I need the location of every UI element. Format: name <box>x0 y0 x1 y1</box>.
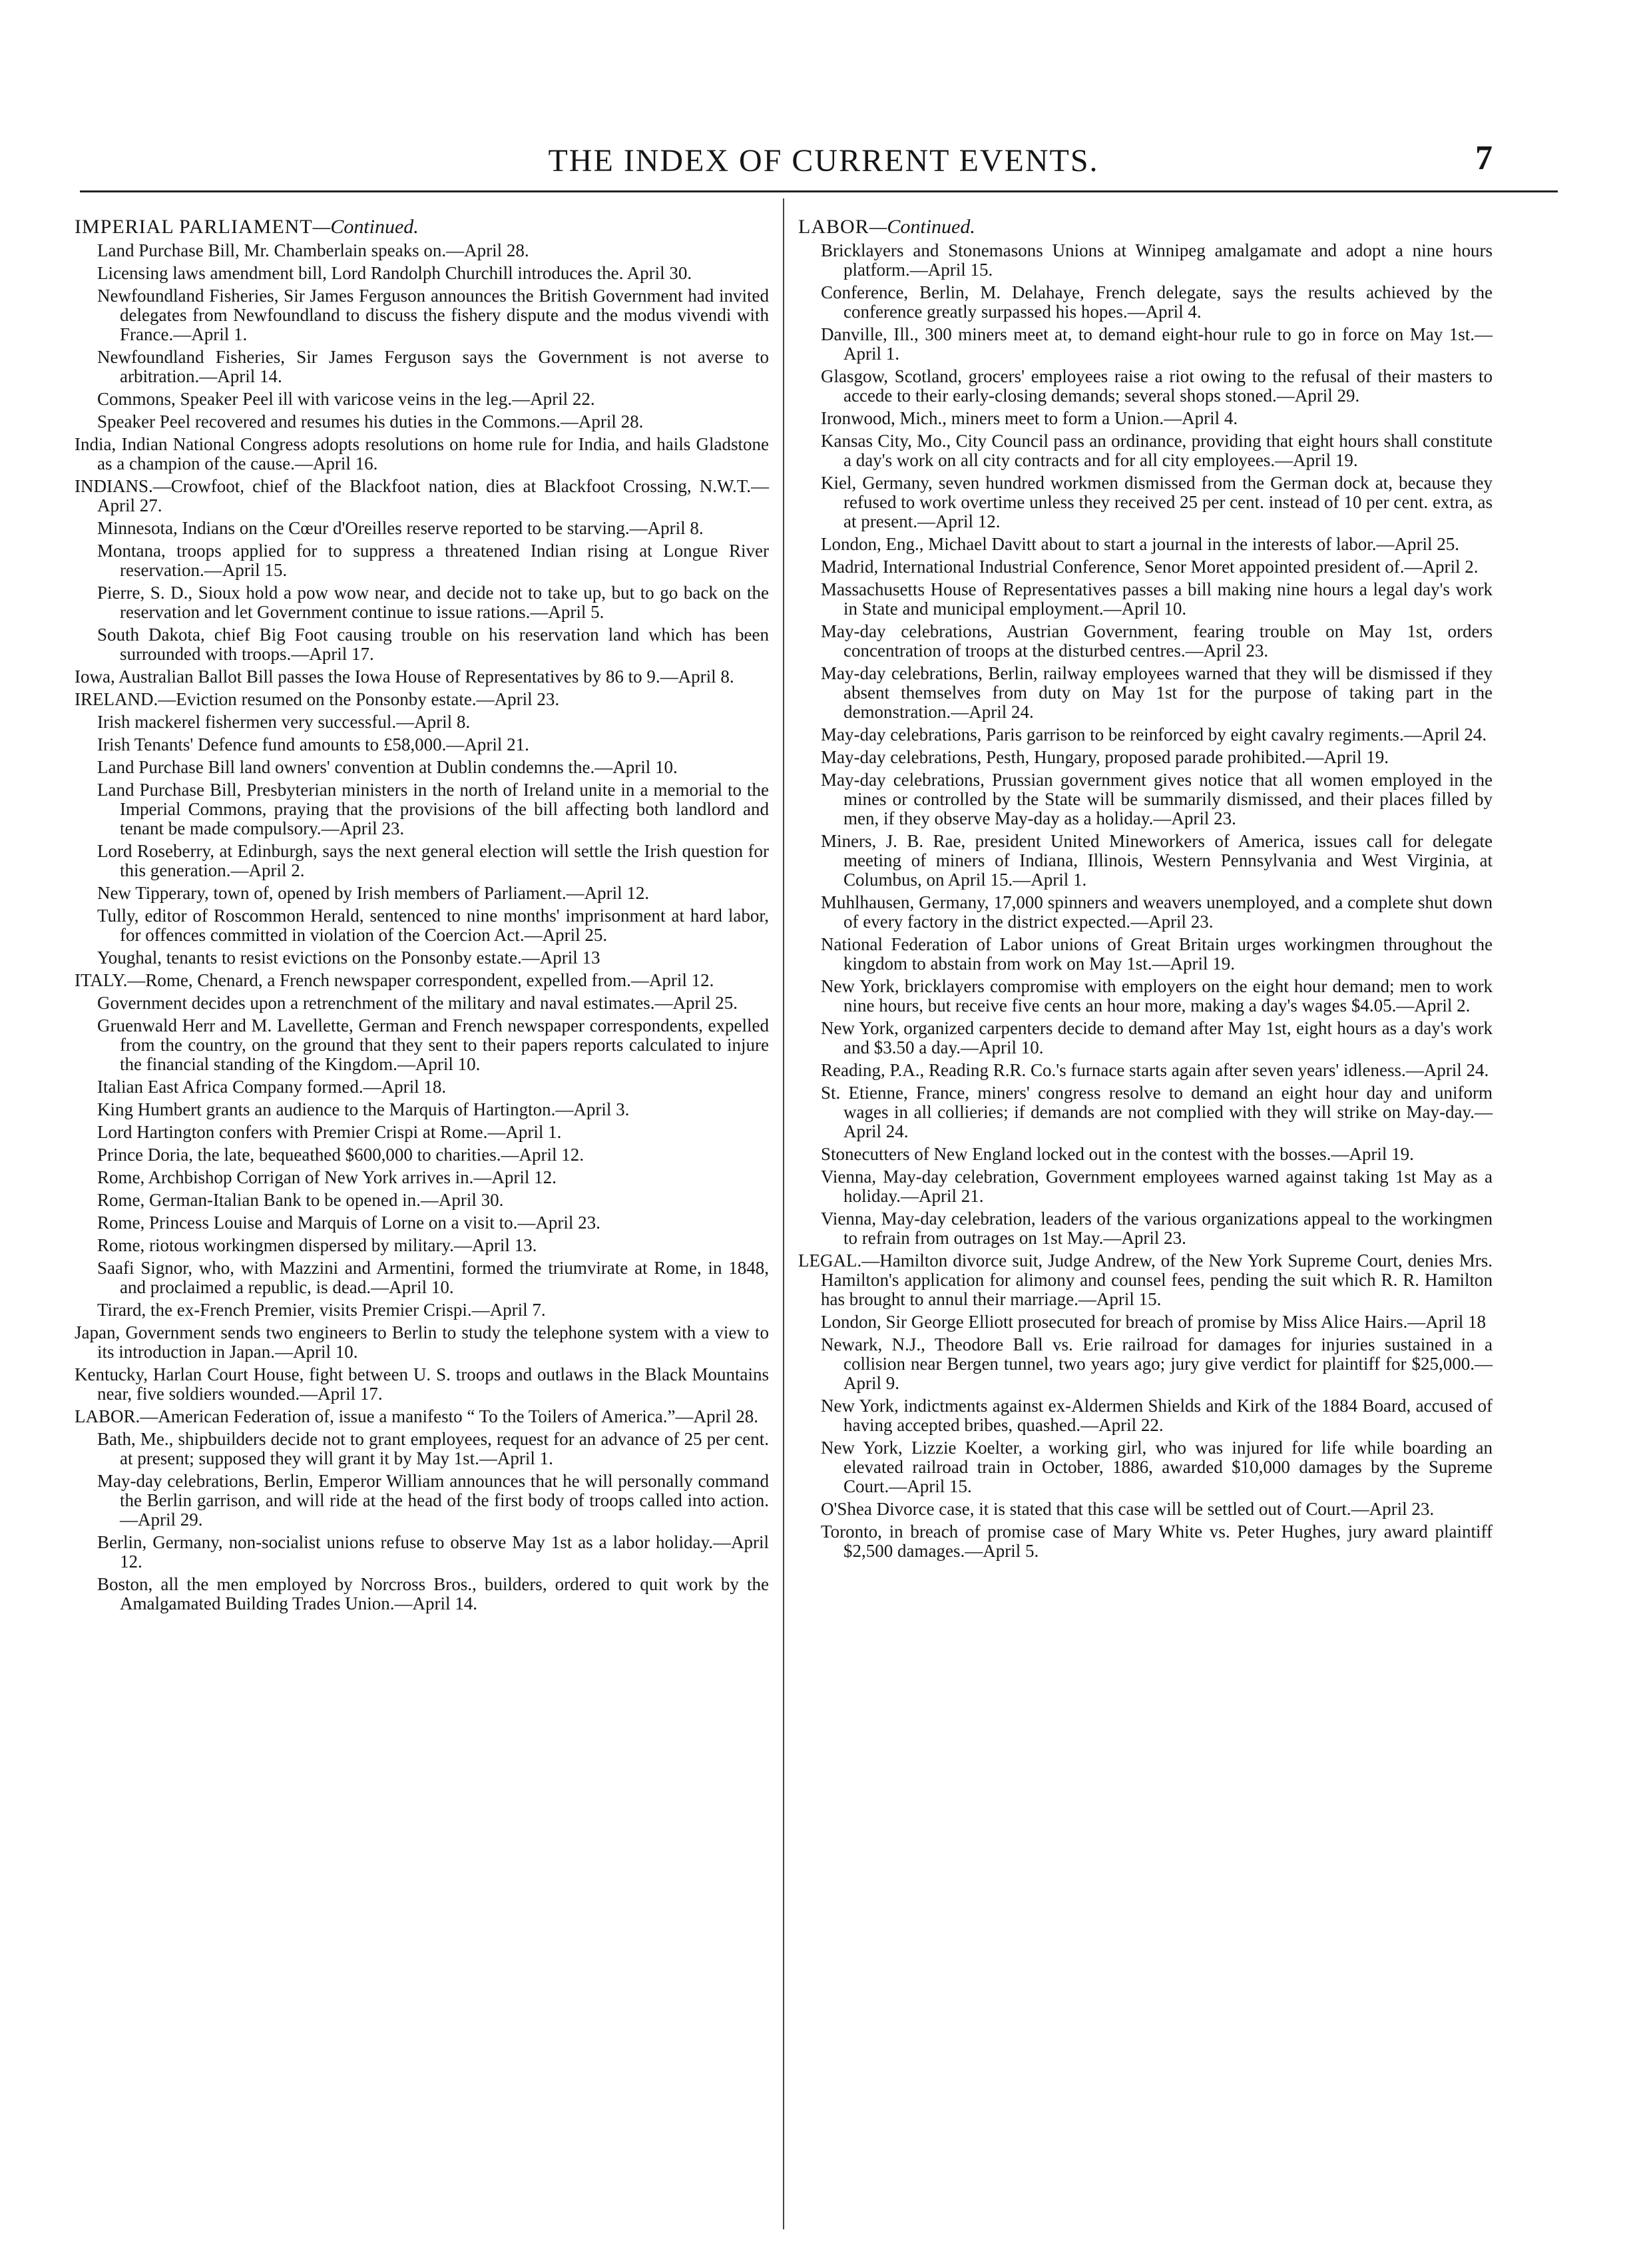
index-subentry: Kansas City, Mo., City Council pass an ordinance, providing that eight hours shall constitute a day's work on all city contracts and for all city employees.—April 19. <box>821 431 1493 470</box>
index-entry: Kentucky, Harlan Court House, fight between U. S. troops and outlaws in the Black Mountains near, five soldiers wounded.—April 17. <box>75 1364 769 1404</box>
index-subentry: London, Sir George Elliott prosecuted for breach of promise by Miss Alice Hairs.—April 18 <box>821 1312 1487 1332</box>
index-subentry: Berlin, Germany, non-socialist unions refuse to observe May 1st as a labor holiday.—April 12. <box>97 1532 769 1571</box>
section-heading-text: IMPERIAL PARLIAMENT <box>75 216 313 238</box>
index-subentry: Glasgow, Scotland, grocers' employees raise a riot owing to the refusal of their masters to accede to their early-closing demands; several shops stoned.—April 29. <box>821 366 1493 406</box>
index-subentry: Kiel, Germany, seven hundred workmen dismissed from the German dock at, because they refused to work overtime unless they received 25 per cent. instead of 10 per cent. extra, as at present.—April 12. <box>821 473 1493 531</box>
index-subentry: Land Purchase Bill, Presbyterian ministers in the north of Ireland unite in a memorial to the Imperial Commons, praying that the provisions of the bill affecting both landlord and tenant be made compulsory.—April 23. <box>97 780 769 838</box>
section-continued-label: —Continued. <box>869 216 975 238</box>
index-subentry: Land Purchase Bill land owners' convention at Dublin condemns the.—April 10. <box>97 757 678 777</box>
index-subentry: Speaker Peel recovered and resumes his duties in the Commons.—April 28. <box>97 412 644 431</box>
index-subentry: Government decides upon a retrenchment of the military and naval estimates.—April 25. <box>97 993 738 1013</box>
index-entry: LABOR.—American Federation of, issue a manifesto “ To the Toilers of America.”—April 28. <box>75 1406 758 1426</box>
index-subentry: Montana, troops applied for to suppress a threatened Indian rising at Longue River reservation.—April 15. <box>97 541 769 580</box>
index-subentry: Massachusetts House of Representatives passes a bill making nine hours a legal day's work in State and municipal employment.—April 10. <box>821 579 1493 619</box>
index-subentry: Lord Hartington confers with Premier Crispi at Rome.—April 1. <box>97 1122 562 1142</box>
index-subentry: May-day celebrations, Berlin, Emperor William announces that he will personally command the Berlin garrison, and will ride at the head of the first body of troops called into action.—April 29. <box>97 1471 769 1530</box>
index-subentry: St. Etienne, France, miners' congress resolve to demand an eight hour day and uniform wages in all collieries; if demands are not complied with they will strike on May-day.—April 24. <box>821 1083 1493 1141</box>
index-entry: LEGAL.—Hamilton divorce suit, Judge Andrew, of the New York Supreme Court, denies Mrs. Hamilton's application for alimony and counsel fees, pending the suit which R. R. Hamilton has brought to annul their marriage.—April 15. <box>798 1251 1493 1309</box>
index-subentry: London, Eng., Michael Davitt about to start a journal in the interests of labor.—April 25. <box>821 534 1460 554</box>
page-number: 7 <box>1475 139 1493 177</box>
index-entry: India, Indian National Congress adopts resolutions on home rule for India, and hails Gladstone as a champion of the cause.—April 16. <box>75 434 769 473</box>
index-subentry: May-day celebrations, Paris garrison to be reinforced by eight cavalry regiments.—April 24. <box>821 724 1487 744</box>
index-subentry: Prince Doria, the late, bequeathed $600,000 to charities.—April 12. <box>97 1145 585 1165</box>
index-subentry: Conference, Berlin, M. Delahaye, French delegate, says the results achieved by the conference greatly surpassed his hopes.—April 4. <box>821 282 1493 322</box>
index-entry: Japan, Government sends two engineers to Berlin to study the telephone system with a view to its introduction in Japan.—April 10. <box>75 1322 769 1362</box>
section-heading-text: LABOR <box>798 216 869 238</box>
index-subentry: Toronto, in breach of promise case of Mary White vs. Peter Hughes, jury award plaintiff $2,500 damages.—April 5. <box>821 1522 1493 1561</box>
index-subentry: May-day celebrations, Berlin, railway employees warned that they will be dismissed if they absent themselves from duty on May 1st for the purpose of taking part in the demonstration.—April 24. <box>821 663 1493 722</box>
index-subentry: Commons, Speaker Peel ill with varicose veins in the leg.—April 22. <box>97 389 595 409</box>
column-divider <box>783 198 784 2229</box>
index-subentry: Pierre, S. D., Sioux hold a pow wow near, and decide not to take up, but to go back on the reservation and let Government continue to issue rations.—April 5. <box>97 583 769 622</box>
section-heading <box>798 216 1493 238</box>
index-subentry: New York, organized carpenters decide to demand after May 1st, eight hours as a day's work and $3.50 a day.—April 10. <box>821 1018 1493 1057</box>
index-subentry: Youghal, tenants to resist evictions on the Ponsonby estate.—April 13 <box>97 948 600 968</box>
index-subentry: May-day celebrations, Pesth, Hungary, proposed parade prohibited.—April 19. <box>821 747 1389 767</box>
index-subentry: Boston, all the men employed by Norcross Bros., builders, ordered to quit work by the Amalgamated Building Trades Union.—April 14. <box>97 1574 769 1613</box>
index-subentry: New York, bricklayers compromise with employers on the eight hour demand; men to work nine hours, but receive five cents an hour more, making a day's wages $4.05.—April 2. <box>821 976 1493 1015</box>
left-column <box>75 212 769 1617</box>
index-subentry: Saafi Signor, who, with Mazzini and Armentini, formed the triumvirate at Rome, in 1848, and proclaimed a republic, is dead.—April 10. <box>97 1258 769 1297</box>
index-subentry: New York, indictments against ex-Aldermen Shields and Kirk of the 1884 Board, accused of having accepted bribes, quashed.—April 22. <box>821 1396 1493 1435</box>
index-subentry: New Tipperary, town of, opened by Irish members of Parliament.—April 12. <box>97 883 650 903</box>
index-entry: IRELAND.—Eviction resumed on the Ponsonby estate.—April 23. <box>75 689 560 709</box>
index-subentry: Tirard, the ex-French Premier, visits Premier Crispi.—April 7. <box>97 1300 546 1320</box>
index-subentry: Rome, German-Italian Bank to be opened in.—April 30. <box>97 1190 504 1210</box>
section-heading <box>75 216 769 238</box>
index-subentry: Newark, N.J., Theodore Ball vs. Erie railroad for damages for injuries sustained in a collision near Bergen tunnel, two years ago; jury give verdict for plaintiff for $25,000.—April 9. <box>821 1334 1493 1393</box>
index-subentry: Madrid, International Industrial Conference, Senor Moret appointed president of.—April 2. <box>821 557 1479 577</box>
index-subentry: Muhlhausen, Germany, 17,000 spinners and weavers unemployed, and a complete shut down of every factory in the district expected.—April 23. <box>821 892 1493 932</box>
index-subentry: National Federation of Labor unions of Great Britain urges workingmen throughout the kingdom to abstain from work on May 1st.—April 19. <box>821 934 1493 974</box>
index-subentry: Reading, P.A., Reading R.R. Co.'s furnace starts again after seven years' idleness.—April 24. <box>821 1060 1489 1080</box>
right-column <box>798 212 1493 1564</box>
index-subentry: Minnesota, Indians on the Cœur d'Oreilles reserve reported to be starving.—April 8. <box>97 518 704 538</box>
index-subentry: Newfoundland Fisheries, Sir James Ferguson says the Government is not averse to arbitration.—April 14. <box>97 347 769 386</box>
index-subentry: Gruenwald Herr and M. Lavellette, German and French newspaper correspondents, expelled from the country, on the ground that they sent to their papers reports calculated to injure the financial standing of the Kingdom.—April 10. <box>97 1015 769 1074</box>
index-subentry: Ironwood, Mich., miners meet to form a Union.—April 4. <box>821 408 1238 428</box>
index-subentry: Vienna, May-day celebration, leaders of the various organizations appeal to the workingmen to refrain from outrages on 1st May.—April 23. <box>821 1209 1493 1248</box>
index-subentry: Miners, J. B. Rae, president United Mineworkers of America, issues call for delegate meeting of miners of Indiana, Illinois, Western Pennsylvania and West Virginia, at Columbus, on April 15.—April 1. <box>821 831 1493 890</box>
index-subentry: Bath, Me., shipbuilders decide not to grant employees, request for an advance of 25 per cent. at present; supposed they will grant it by May 1st.—April 1. <box>97 1429 769 1468</box>
index-subentry: Licensing laws amendment bill, Lord Randolph Churchill introduces the. April 30. <box>97 263 692 283</box>
section-continued-label: —Continued. <box>312 216 419 238</box>
index-subentry: Rome, Archbishop Corrigan of New York arrives in.—April 12. <box>97 1167 557 1187</box>
index-entry: INDIANS.—Crowfoot, chief of the Blackfoot nation, dies at Blackfoot Crossing, N.W.T.—April 27. <box>75 476 769 515</box>
index-subentry: May-day celebrations, Prussian government gives notice that all women employed in the mines or controlled by the State will be summarily dismissed, and their places filled by men, if they observe May-day as a holiday.—April 23. <box>821 770 1493 828</box>
index-subentry: Newfoundland Fisheries, Sir James Ferguson announces the British Government had invited delegates from Newfoundland to discuss the fishery dispute and the modus vivendi with France.—April 1. <box>97 286 769 344</box>
index-subentry: Rome, Princess Louise and Marquis of Lorne on a visit to.—April 23. <box>97 1213 600 1233</box>
index-subentry: South Dakota, chief Big Foot causing trouble on his reservation land which has been surrounded with troops.—April 17. <box>97 625 769 664</box>
index-subentry: May-day celebrations, Austrian Government, fearing trouble on May 1st, orders concentration of troops at the disturbed centres.—April 23. <box>821 621 1493 661</box>
index-subentry: Irish Tenants' Defence fund amounts to £58,000.—April 21. <box>97 734 529 754</box>
index-subentry: Irish mackerel fishermen very successful.—April 8. <box>97 712 471 732</box>
index-subentry: Lord Roseberry, at Edinburgh, says the next general election will settle the Irish question for this generation.—April 2. <box>97 841 769 880</box>
index-subentry: Bricklayers and Stonemasons Unions at Winnipeg amalgamate and adopt a nine hours platform.—April 15. <box>821 240 1493 280</box>
header-rule <box>80 190 1558 192</box>
index-subentry: Italian East Africa Company formed.—April 18. <box>97 1077 447 1097</box>
index-subentry: Land Purchase Bill, Mr. Chamberlain speaks on.—April 28. <box>97 240 529 260</box>
index-entry: Iowa, Australian Ballot Bill passes the Iowa House of Representatives by 86 to 9.—April 8. <box>75 667 734 687</box>
index-subentry: Rome, riotous workingmen dispersed by military.—April 13. <box>97 1235 537 1255</box>
index-entry: ITALY.—Rome, Chenard, a French newspaper correspondent, expelled from.—April 12. <box>75 970 714 990</box>
index-subentry: Stonecutters of New England locked out in the contest with the bosses.—April 19. <box>821 1144 1414 1164</box>
index-subentry: Vienna, May-day celebration, Government employees warned against taking 1st May as a holiday.—April 21. <box>821 1167 1493 1206</box>
index-subentry: New York, Lizzie Koelter, a working girl, who was injured for life while boarding an elevated railroad train in October, 1886, awarded $10,000 damages by the Supreme Court.—April 15. <box>821 1438 1493 1496</box>
index-subentry: King Humbert grants an audience to the Marquis of Hartington.—April 3. <box>97 1099 630 1119</box>
index-subentry: O'Shea Divorce case, it is stated that this case will be settled out of Court.—April 23. <box>821 1499 1435 1519</box>
index-subentry: Tully, editor of Roscommon Herald, sentenced to nine months' imprisonment at hard labor, for offences committed in violation of the Coercion Act.—April 25. <box>97 906 769 945</box>
page-title: THE INDEX OF CURRENT EVENTS. <box>548 143 1099 178</box>
index-subentry: Danville, Ill., 300 miners meet at, to demand eight-hour rule to go in force on May 1st.—April 1. <box>821 324 1493 364</box>
